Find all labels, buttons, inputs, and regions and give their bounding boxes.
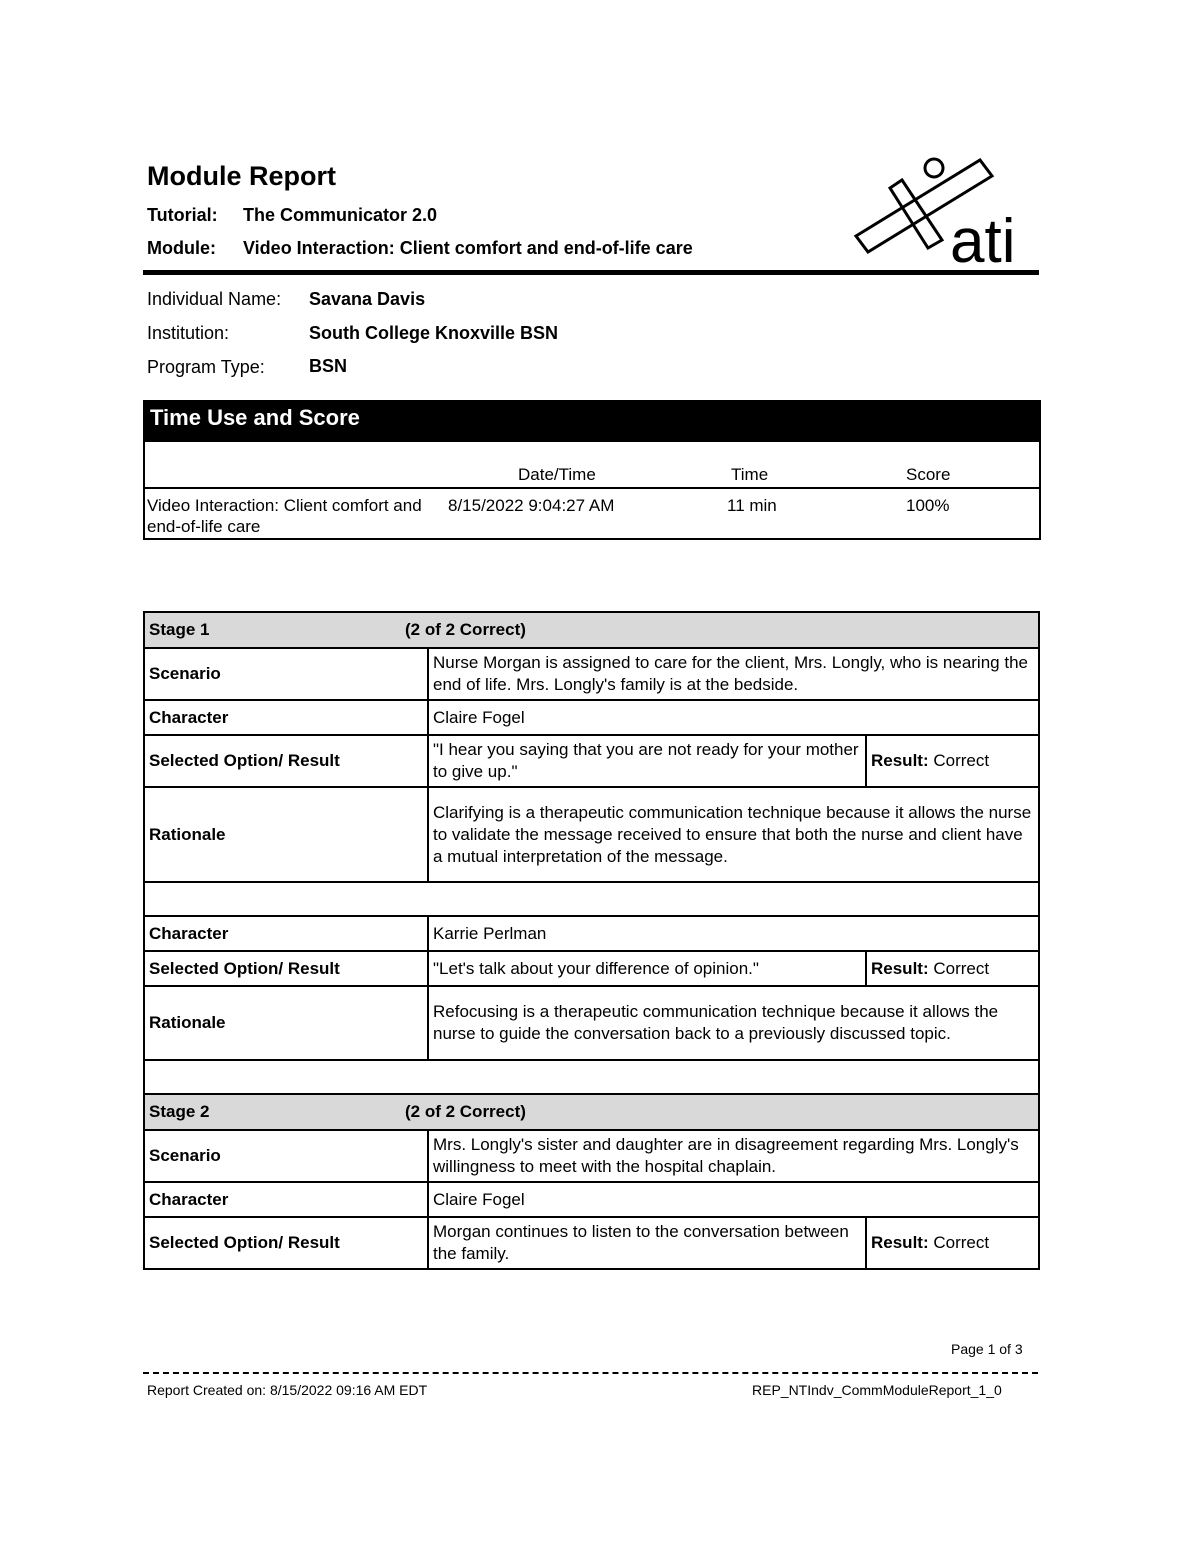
stage-1-result-2 [866, 951, 1039, 986]
stage-1-option-2: "Let's talk about your difference of opinion." [428, 951, 866, 986]
stage-1-option-1: "I hear you saying that you are not ready for your mother to give up." [428, 735, 866, 787]
row-module-name: Video Interaction: Client comfort and end-of-life care [147, 496, 422, 536]
logo-text: ati [950, 207, 1016, 268]
module-value: Video Interaction: Client comfort and end-of-life care [243, 238, 693, 258]
result-value: Correct [933, 1233, 990, 1252]
stage-2-title: Stage 2 [149, 1102, 210, 1121]
col-time: Time [731, 465, 769, 484]
table-row [144, 648, 1039, 700]
name-value: Savana Davis [309, 289, 426, 309]
character-label: Character [144, 700, 428, 735]
character-label: Character [144, 1182, 428, 1217]
module-label: Module: [147, 238, 216, 258]
scenario-label: Scenario [144, 648, 428, 700]
row-time: 11 min [727, 496, 777, 515]
time-use-divider [143, 487, 1041, 489]
table-row [144, 1217, 1039, 1269]
stage-1-title: Stage 1 [149, 620, 210, 639]
col-datetime: Date/Time [518, 465, 596, 484]
table-row [144, 787, 1039, 882]
program-value: BSN [309, 356, 348, 376]
ati-logo [850, 150, 1040, 268]
rationale-label: Rationale [144, 986, 428, 1060]
stage-1-count: (2 of 2 Correct) [405, 620, 526, 639]
character-label: Character [144, 916, 428, 951]
selected-option-label: Selected Option/ Result [144, 735, 428, 787]
result-value: Correct [933, 751, 990, 770]
stage-1-character-2: Karrie Perlman [428, 916, 1039, 951]
table-row [144, 916, 1039, 951]
row-score: 100% [906, 496, 950, 515]
stage-2-option-1: Morgan continues to listen to the conversation between the family. [428, 1217, 866, 1269]
header-divider [143, 270, 1039, 275]
stage-table [143, 611, 1040, 1270]
stage-1-rationale-1: Clarifying is a therapeutic communication technique because it allows the nurse to validate the message received to ensure that both the nurse and client have a mutual interpretation of the message. [428, 787, 1039, 882]
stage-2-result-1 [866, 1217, 1039, 1269]
result-label: Result: [871, 751, 929, 770]
table-row [144, 1182, 1039, 1217]
table-row [144, 951, 1039, 986]
result-value: Correct [933, 958, 990, 978]
result-label: Result: [871, 958, 929, 978]
scenario-label: Scenario [144, 1130, 428, 1182]
program-label: Program Type: [147, 357, 265, 377]
footer-divider [143, 1372, 1038, 1374]
col-score: Score [906, 465, 951, 484]
report-id: REP_NTIndv_CommModuleReport_1_0 [752, 1382, 1002, 1398]
spacer-row [144, 1060, 1039, 1094]
time-use-heading: Time Use and Score [150, 405, 360, 430]
institution-label: Institution: [147, 323, 230, 343]
stage-2-header [144, 1094, 1039, 1130]
table-row [144, 1130, 1039, 1182]
stage-2-count: (2 of 2 Correct) [405, 1102, 526, 1121]
stage-2-character-1: Claire Fogel [428, 1182, 1039, 1217]
stage-1-scenario: Nurse Morgan is assigned to care for the client, Mrs. Longly, who is nearing the end of life. Mrs. Longly's family is at the bedside. [428, 648, 1039, 700]
institution-value: South College Knoxville BSN [309, 323, 559, 343]
table-row [144, 700, 1039, 735]
selected-option-label: Selected Option/ Result [144, 951, 428, 986]
page-number: Page 1 of 3 [951, 1341, 1023, 1357]
stage-1-result-1 [866, 735, 1039, 787]
tutorial-label: Tutorial: [147, 205, 218, 225]
selected-option-label: Selected Option/ Result [144, 1217, 428, 1269]
table-row [144, 986, 1039, 1060]
tutorial-value: The Communicator 2.0 [243, 205, 438, 225]
result-label: Result: [871, 1233, 929, 1252]
stage-1-rationale-2: Refocusing is a therapeutic communication technique because it allows the nurse to guide the conversation back to a previously discussed topic. [428, 986, 1039, 1060]
table-row [144, 735, 1039, 787]
name-label: Individual Name: [147, 289, 282, 309]
rationale-label: Rationale [144, 787, 428, 882]
stage-1-header [144, 612, 1039, 648]
report-title: Module Report [147, 161, 336, 191]
stage-2-scenario: Mrs. Longly's sister and daughter are in disagreement regarding Mrs. Longly's willingness to meet with the hospital chaplain. [428, 1130, 1039, 1182]
spacer-row [144, 882, 1039, 916]
row-datetime: 8/15/2022 9:04:27 AM [448, 496, 615, 515]
report-created: Report Created on: 8/15/2022 09:16 AM EDT [147, 1382, 428, 1398]
stage-1-character-1: Claire Fogel [428, 700, 1039, 735]
